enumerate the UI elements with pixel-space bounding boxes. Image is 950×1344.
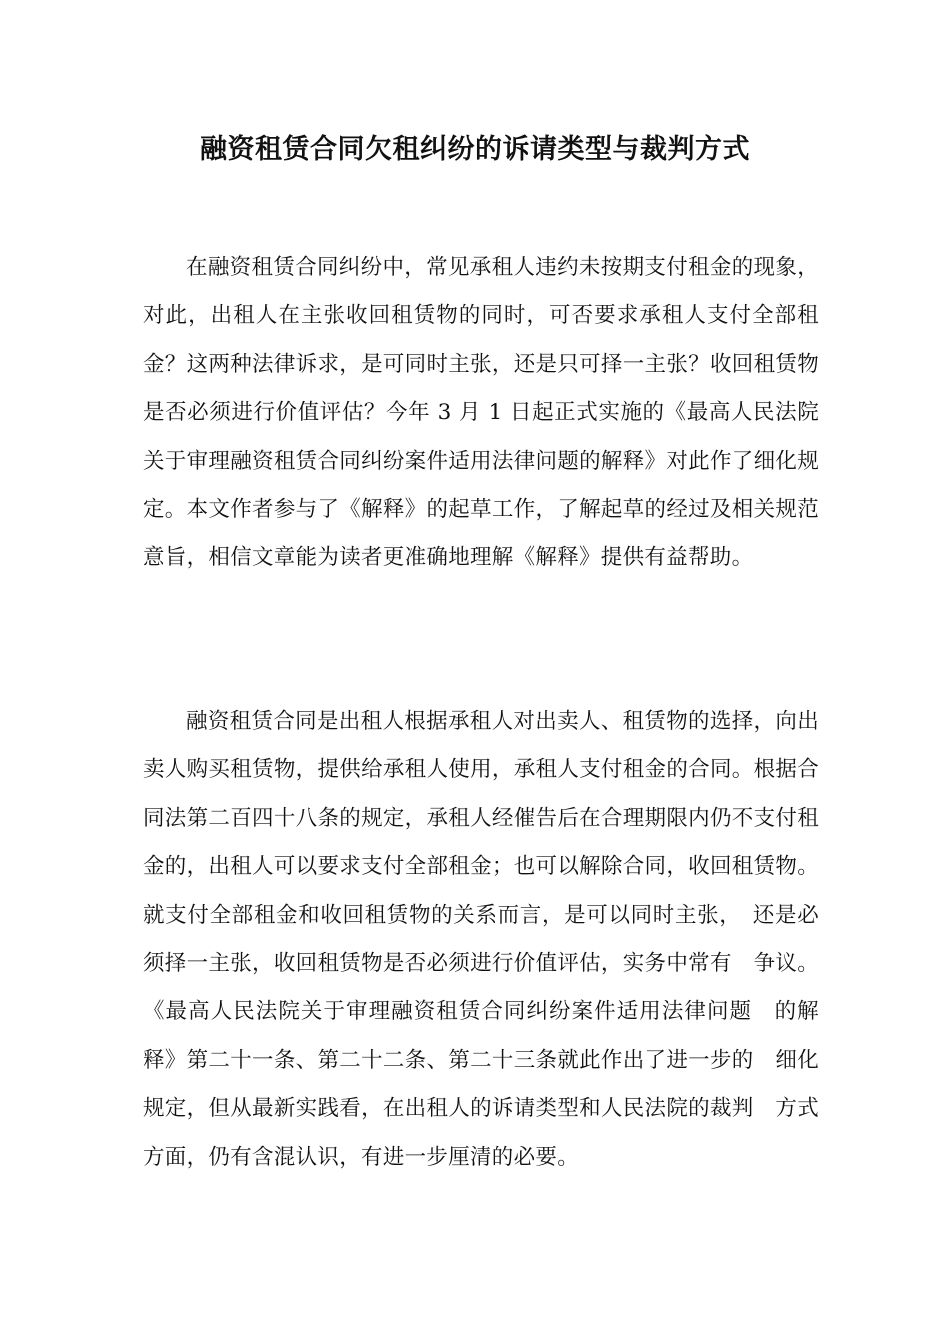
document-title: 融资租赁合同欠租纠纷的诉请类型与裁判方式: [200, 134, 750, 165]
paragraph-body: 融资租赁合同是出租人根据承租人对出卖人、租赁物的选择，向出卖人购买租赁物，提供给承租人使用，承租人支付租金的合同。根据合同法第二百四十八条的规定，承租人经催告后在合理期限内仍不支付租金的，出租人可以要求支付全部租金；也可以解除合同，收回租赁物。就支付全部租金和收回租赁物的关系而言，是可以同时主张， 还是必须择一主张，收回租赁物是否必须进行价值评估，实务中常有 争议。《最高人民法院关于审理融资租赁合同纠纷案件适用法律问题 的解释》第二十一条、第二十二条、第二十三条就此作出了进一步的 细化规定，但从最新实践看，在出租人的诉请类型和人民法院的裁判 方式方面，仍有含混认识，有进一步厘清的必要。: [143, 709, 819, 1170]
paragraph-intro: 在融资租赁合同纠纷中，常见承租人违约未按期支付租金的现象，对此，出租人在主张收回租赁物的同时，可否要求承租人支付全部租金？这两种法律诉求，是可同时主张，还是只可择一主张？收回租赁物是否必须进行价值评估？今年 3 月 1 日起正式实施的《最高人民法院关于审理融资租赁合同纠纷案件适用法律问题的解释》对此作了细化规定。本文作者参与了《解释》的起草工作，了解起草的经过及相关规范意旨，相信文章能为读者更准确地理解《解释》提供有益帮助。: [143, 255, 819, 571]
